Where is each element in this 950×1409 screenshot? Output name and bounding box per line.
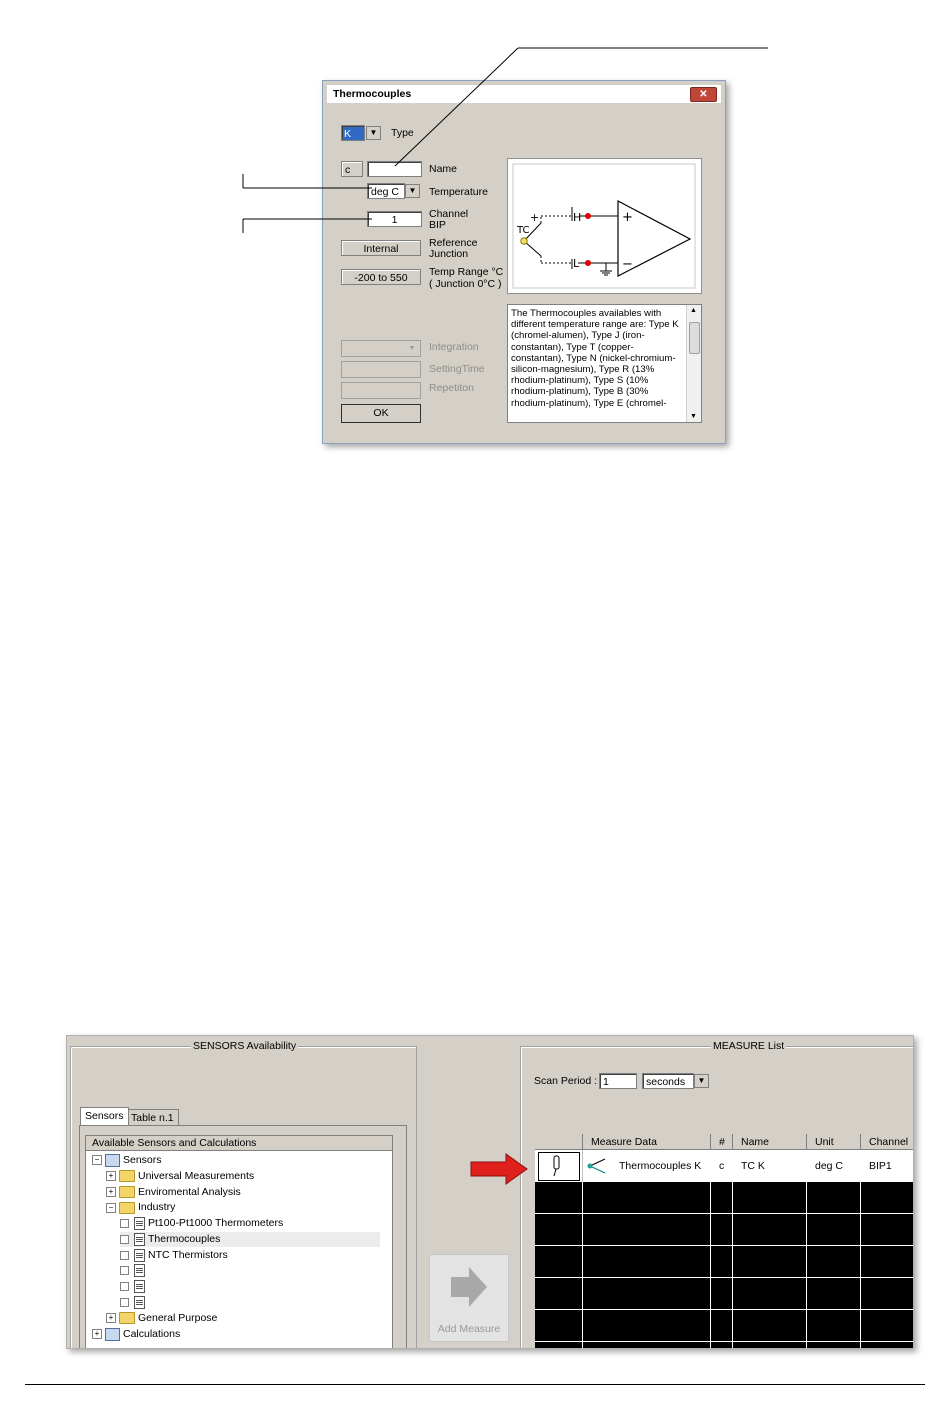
page-divider	[25, 1384, 925, 1385]
tc-plus-label: +	[530, 211, 540, 224]
tree-item-label: Sensors	[123, 1154, 162, 1166]
tree-item[interactable]	[106, 1311, 217, 1326]
index-cell: c	[719, 1160, 725, 1172]
tree-item[interactable]	[106, 1169, 254, 1184]
repetition-label: Repetiton	[429, 382, 474, 394]
checkbox[interactable]	[120, 1235, 129, 1244]
main-window-screenshot	[66, 1035, 914, 1349]
document-icon	[134, 1217, 145, 1230]
tree-item-label: Calculations	[123, 1327, 181, 1340]
column-header-name[interactable]: Name	[733, 1134, 807, 1150]
scroll-down-icon[interactable]: ▼	[690, 413, 697, 420]
scroll-up-icon[interactable]: ▲	[690, 307, 697, 314]
tree-item-label: Pt100-Pt1000 Thermometers	[148, 1217, 284, 1230]
name-label: Name	[429, 163, 458, 175]
channel-cell: BIP1	[869, 1160, 892, 1172]
checkbox[interactable]	[120, 1219, 129, 1228]
sensors-availability-title: SENSORS Availability	[193, 1040, 297, 1052]
measure-list-title: MEASURE List	[713, 1040, 785, 1052]
checkbox[interactable]	[120, 1266, 129, 1275]
checkbox[interactable]	[120, 1282, 129, 1291]
tree-item[interactable]	[92, 1327, 180, 1342]
measure-data-cell: Thermocouples K	[619, 1160, 702, 1172]
name-prefix: c	[341, 161, 363, 177]
tree-item[interactable]	[120, 1279, 148, 1294]
tree-item[interactable]	[106, 1185, 241, 1200]
column-header-measure-data[interactable]: Measure Data	[583, 1134, 711, 1150]
tree-item[interactable]	[120, 1264, 148, 1279]
setting-time-label: SettingTime	[429, 363, 485, 375]
type-label: Type	[391, 127, 414, 139]
folder-icon	[119, 1186, 135, 1198]
chevron-down-icon[interactable]: ▼	[366, 126, 381, 140]
channel-sublabel: BIP	[429, 219, 446, 231]
channel-input[interactable]: 1	[367, 211, 422, 227]
amp-plus-label: +	[622, 210, 633, 225]
tree-item[interactable]	[120, 1232, 380, 1247]
checkbox[interactable]	[120, 1298, 129, 1307]
tab-table-n1[interactable]: Table n.1	[126, 1109, 179, 1125]
tree-item[interactable]	[120, 1216, 283, 1231]
temperature-select[interactable]: deg C	[367, 183, 405, 199]
tree-item-label: General Purpose	[138, 1312, 218, 1324]
expand-icon[interactable]: +	[92, 1329, 102, 1339]
chevron-down-icon[interactable]: ▼	[405, 184, 420, 198]
temp-range-sublabel: ( Junction 0°C )	[429, 278, 502, 290]
document-icon	[134, 1249, 145, 1262]
column-header-channel[interactable]: Channel	[861, 1134, 914, 1150]
reference-junction-value: Internal	[341, 240, 421, 256]
folder-icon	[119, 1170, 135, 1182]
expand-icon[interactable]: +	[106, 1187, 116, 1197]
reference-sublabel: Junction	[429, 248, 469, 260]
document-icon	[134, 1280, 145, 1293]
scan-period-label: Scan Period :	[534, 1075, 598, 1087]
temp-range-label: Temp Range °C	[429, 266, 504, 278]
tree-header: Available Sensors and Calculations	[86, 1136, 392, 1151]
chevron-down-icon: ▼	[408, 345, 416, 352]
empty-grid-lines	[535, 1182, 914, 1349]
measure-grid[interactable]	[535, 1134, 914, 1349]
integration-label: Integration	[429, 341, 479, 353]
column-header[interactable]	[535, 1134, 583, 1150]
collapse-icon[interactable]: −	[106, 1203, 116, 1213]
thermocouple-symbol-icon	[587, 1158, 609, 1174]
tree-item-label: Thermocouples	[148, 1233, 221, 1245]
close-icon[interactable]: ✕	[690, 87, 717, 102]
name-cell: TC K	[741, 1160, 765, 1172]
document-icon	[134, 1264, 145, 1277]
type-select[interactable]: K	[341, 125, 365, 141]
red-arrow-icon	[468, 1152, 530, 1186]
document-icon	[134, 1233, 145, 1246]
ok-button[interactable]: OK	[341, 404, 421, 423]
callout-lines	[0, 0, 950, 460]
scan-period-input[interactable]: 1	[599, 1073, 637, 1089]
folder-icon	[119, 1312, 135, 1324]
add-measure-button[interactable]	[429, 1254, 509, 1342]
channel-label: Channel	[429, 208, 469, 220]
unit-cell: deg C	[815, 1160, 844, 1172]
temperature-label: Temperature	[429, 186, 488, 198]
tree-item[interactable]	[120, 1248, 228, 1263]
description-text: The Thermocouples availables with different temperature range are: Type K (chromel-alumen), Type J (iron-constantan), Type T (copper-constantan), Type N (nickel-chromium-silicon-magnesium), Type R (13% rhodium-platinum), Type S (10% rhodium-platinum), Type B (30% rhodium-platinum), Type E (chromel-	[511, 308, 679, 409]
tc-label: TC	[517, 225, 530, 236]
thermocouple-probe-icon	[549, 1155, 565, 1177]
l-label: L	[573, 257, 580, 270]
scan-unit-select[interactable]: seconds	[642, 1073, 694, 1089]
dialog-title: Thermocouples	[333, 88, 412, 100]
document-icon	[134, 1296, 145, 1309]
callout-line	[395, 48, 518, 166]
tree-item[interactable]	[120, 1295, 148, 1310]
tree-item[interactable]	[92, 1153, 162, 1168]
expand-icon[interactable]: +	[106, 1171, 116, 1181]
globe-icon	[105, 1328, 120, 1341]
table-row[interactable]	[535, 1150, 914, 1182]
globe-icon	[105, 1154, 120, 1167]
column-header-index[interactable]: #	[711, 1134, 733, 1150]
h-label: H	[573, 211, 582, 224]
column-header-unit[interactable]: Unit	[807, 1134, 861, 1150]
tree-item[interactable]	[106, 1200, 175, 1215]
arrow-right-icon	[449, 1265, 489, 1309]
sensor-tree[interactable]	[85, 1135, 393, 1349]
add-measure-label: Add Measure	[437, 1323, 501, 1335]
amp-minus-label: −	[622, 257, 633, 272]
tree-item-label: Enviromental Analysis	[138, 1185, 241, 1198]
expand-icon[interactable]: +	[106, 1313, 116, 1323]
checkbox[interactable]	[120, 1251, 129, 1260]
chevron-down-icon[interactable]: ▼	[694, 1074, 709, 1088]
tree-item-label: NTC Thermistors	[148, 1248, 228, 1261]
tree-item-label: Industry	[138, 1201, 176, 1214]
tab-sensors[interactable]: Sensors	[80, 1107, 129, 1125]
collapse-icon[interactable]: −	[92, 1155, 102, 1165]
tree-item-label: Universal Measurements	[138, 1169, 255, 1182]
reference-label: Reference	[429, 237, 478, 249]
temp-range-value: -200 to 550	[341, 269, 421, 285]
folder-icon	[119, 1202, 135, 1214]
